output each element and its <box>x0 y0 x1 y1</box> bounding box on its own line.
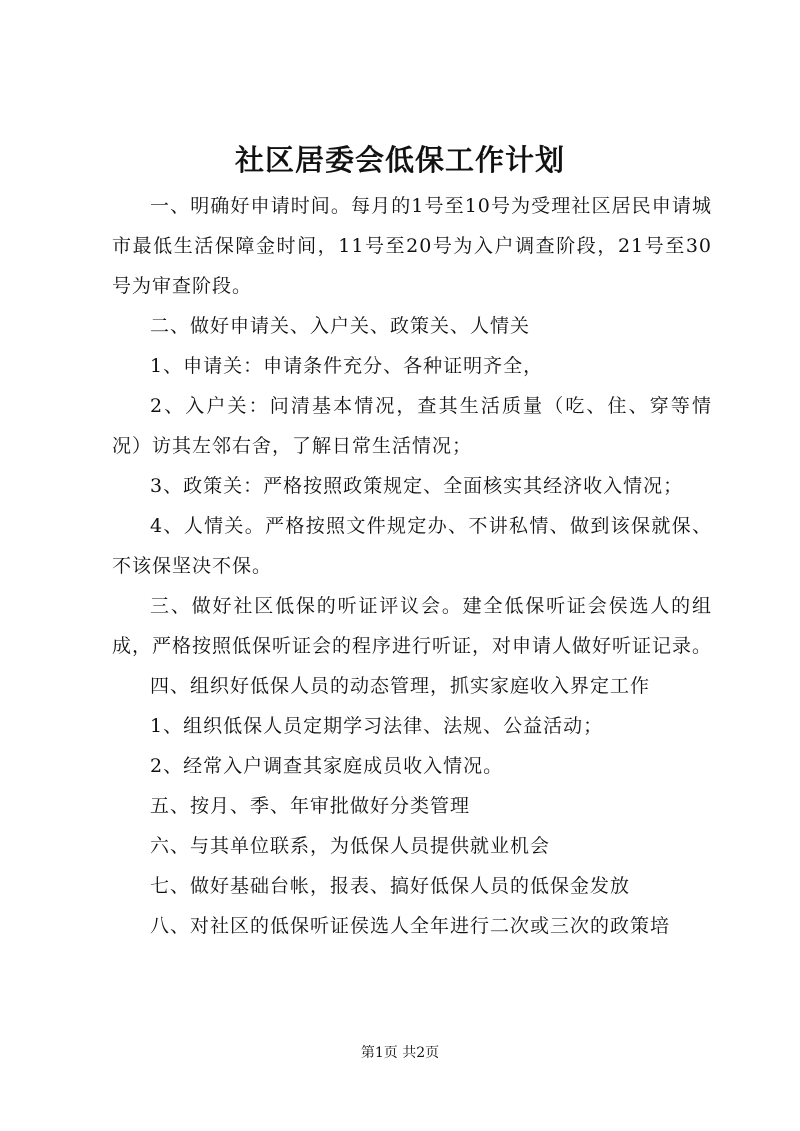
paragraph: 1、组织低保人员定期学习法律、法规、公益活动； <box>150 715 604 737</box>
page-footer: 第1页 共2页 <box>360 1045 440 1061</box>
paragraph: 五、按月、季、年审批做好分类管理 <box>150 795 471 817</box>
paragraph: 2、入户关：问清基本情况，查其生活质量（吃、住、穿等情况）访其左邻右舍，了解日常生活情况； <box>112 395 712 457</box>
paragraph: 三、做好社区低保的听证评议会。建全低保听证会侯选人的组成，严格按照低保听证会的程序进行听证，对申请人做好听证记录。 <box>112 595 713 657</box>
paragraph: 七、做好基础台帐，报表、搞好低保人员的低保金发放 <box>150 875 631 897</box>
paragraph: 八、对社区的低保听证侯选人全年进行二次或三次的政策培 <box>150 915 671 937</box>
paragraph: 一、明确好申请时间。每月的1号至10号为受理社区居民申请城市最低生活保障金时间，11号至20号为入户调查阶段，21号至30号为审查阶段。 <box>112 195 712 297</box>
paragraph: 4、人情关。严格按照文件规定办、不讲私情、做到该保就保、不该保坚决不保。 <box>112 515 712 577</box>
paragraph: 六、与其单位联系，为低保人员提供就业机会 <box>150 835 551 857</box>
paragraph: 2、经常入户调查其家庭成员收入情况。 <box>150 755 504 777</box>
paragraph: 四、组织好低保人员的动态管理，抓实家庭收入界定工作 <box>150 675 651 697</box>
paragraph: 1、申请关：申请条件充分、各种证明齐全， <box>150 355 544 377</box>
paragraph: 3、政策关：严格按照政策规定、全面核实其经济收入情况； <box>150 475 684 497</box>
document-title: 社区居委会低保工作计划 <box>234 143 565 177</box>
paragraph: 二、做好申请关、入户关、政策关、人情关 <box>150 315 531 337</box>
document-body <box>112 186 712 946</box>
